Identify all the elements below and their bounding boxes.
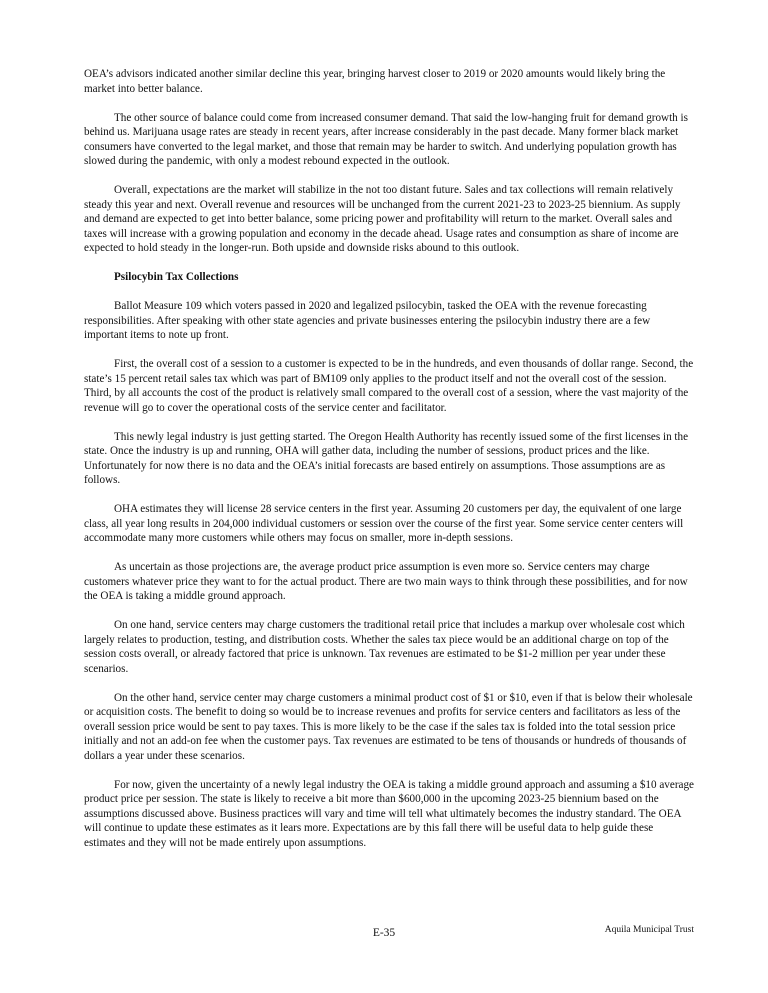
paragraph-middle-ground: For now, given the uncertainty of a newly legal industry the OEA is taking a middle ground approach and assuming a $10 average product price per session. The state is likely to receive a bit more than $600,000 in the upcoming 2023-25 biennium based on the assumptions discussed above. Business practices will vary and time will tell what ultimately becomes the industry standard. The OEA will continue to update these estimates as it lears more. Expectations are by this fall there will be useful data to help guide these estimates and they will not be made entirely upon assumptions. <box>84 778 694 849</box>
document-body <box>84 67 696 865</box>
section-heading-psilocybin: Psilocybin Tax Collections <box>114 271 239 283</box>
paragraph-retail-price-scenario: On one hand, service centers may charge customers the traditional retail price that includes a markup over wholesale cost which largely relates to production, testing, and distribution costs. Whether the sales tax piece would be an additional charge on top of the session costs overall, or already factored that price is unknown. Tax revenues are estimated to be $1-2 million per year under these scenarios. <box>84 619 685 675</box>
paragraph-session-cost: First, the overall cost of a session to a customer is expected to be in the hundreds, and even thousands of dollar range. Second, the state’s 15 percent retail sales tax which was part of BM109 only applies to the product itself and not the overall cost of the session. Third, by all accounts the cost of the product is relatively small compared to the overall cost of a session, where the vast majority of the revenue will go to cover the operational costs of the service center and facilitator. <box>84 358 694 414</box>
paragraph-new-industry: This newly legal industry is just getting started. The Oregon Health Authority has recently issued some of the first licenses in the state. Once the industry is up and running, OHA will gather data, including the number of sessions, product prices and the like. Unfortunately for now there is no data and the OEA’s initial forecasts are based entirely on assumptions. Those assumptions are as follows. <box>84 430 689 486</box>
paragraph-continuation: OEA’s advisors indicated another similar decline this year, bringing harvest closer to 2019 or 2020 amounts would likely bring the market into better balance. <box>84 68 666 95</box>
paragraph-minimal-cost-scenario: On the other hand, service center may charge customers a minimal product cost of $1 or $10, even if that is below their wholesale or acquisition costs. The benefit to doing so would be to increase revenues and profits for service centers and facilitators as less of the overall session price would be sent to pay taxes. This is more likely to be the case if the sales tax is folded into the total session price initially and not an add-on fee when the customer pays. Tax revenues are estimated to be tens of thousands or hundreds of thousands of dollars a year under these scenarios. <box>84 691 693 762</box>
footer-trust-name: Aquila Municipal Trust <box>604 925 694 935</box>
page-number: E-35 <box>372 927 396 939</box>
paragraph-price-assumption: As uncertain as those projections are, the average product price assumption is even more so. Service centers may charge customers whatever price they want to for the actual product. There are two main ways to think through these possibilities, and for now the OEA is taking a middle ground approach. <box>84 561 688 602</box>
paragraph-service-centers: OHA estimates they will license 28 service centers in the first year. Assuming 20 customers per day, the equivalent of one large class, all year long results in 204,000 individual customers or session over the course of the first year. Some service center centers will accommodate many more customers while others may focus on smaller, more in-depth sessions. <box>84 503 684 544</box>
paragraph-consumer-demand: The other source of balance could come from increased consumer demand. That said the low-hanging fruit for demand growth is behind us. Marijuana usage rates are steady in recent years, after increase considerably in the past decade. Many former black market consumers have converted to the legal market, and those that remain may be harder to switch. And underlying population growth has slowed during the pandemic, with only a modest rebound expected in the outlook. <box>84 111 688 167</box>
paragraph-market-outlook: Overall, expectations are the market will stabilize in the not too distant future. Sales and tax collections will remain relatively steady this year and next. Overall revenue and resources will be unchanged from the current 2021-23 to 2023-25 biennium. As supply and demand are expected to get into better balance, some pricing power and profitability will return to the market. Overall sales and taxes will increase with a growing population and economy in the decade ahead. Usage rates and consumption as share of income are expected to hold steady in the longer-run. Both upside and downside risks abound to this outlook. <box>84 184 681 254</box>
paragraph-ballot-measure: Ballot Measure 109 which voters passed in 2020 and legalized psilocybin, tasked the OEA with the revenue forecasting responsibilities. After speaking with other state agencies and private businesses entering the psilocybin industry there are a few important items to note up front. <box>84 300 651 341</box>
